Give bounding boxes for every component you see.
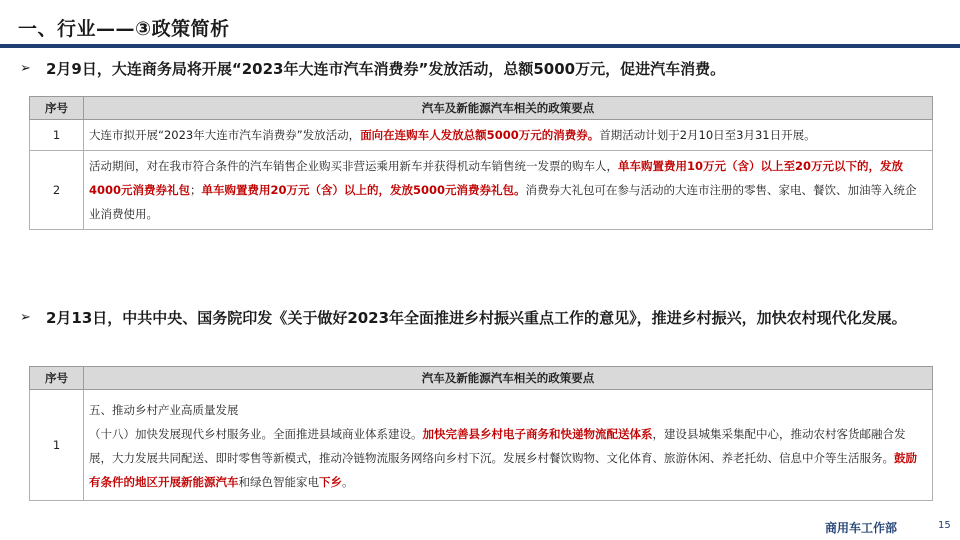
highlighted-text: 加快完善县乡村电子商务和快递物流配送体系 (422, 427, 653, 441)
plain-text: 大连市拟开展“2023年大连市汽车消费券”发放活动， (89, 128, 361, 142)
table-header-row (30, 97, 933, 120)
table-row (30, 120, 933, 151)
highlighted-text: 单车购置费用20万元（含）以上的，发放5000元消费券礼包。 (201, 183, 526, 197)
highlighted-text: 面向在连购车人发放总额5000万元的消费券。 (360, 128, 600, 142)
table-row (30, 151, 933, 230)
plain-text: 消费券大礼包可在参与活动的大连市注册的零售、家电、餐饮、加油等入统企业消费使用。 (89, 183, 917, 221)
row-index: 1 (30, 120, 84, 151)
page-title: 一、行业——③政策简析 (18, 18, 230, 40)
section2-heading-text: 2月13日，中共中央、国务院印发《关于做好2023年全面推进乡村振兴重点工作的意见》，推进乡村振兴，加快农村现代化发展。 (46, 309, 907, 327)
table-header-row (30, 367, 933, 390)
policy-table-1 (29, 96, 933, 230)
plain-text: （十八）加快发展现代乡村服务业。全面推进县域商业体系建设。 (89, 427, 423, 441)
section1-heading (20, 56, 930, 82)
plain-text: ，建设县城集采集配中心，推动农村客货邮融合发展，大力发展共同配送、即时零售等新模式，推动冷链物流服务网络向乡村下沉。发展乡村餐饮购物、文化体育、旅游休闲、养老托幼、信息中介等生活服务。 (89, 427, 906, 465)
page-number: 15 (938, 520, 951, 531)
highlighted-text: 鼓励有条件的地区开展新能源汽车 (89, 451, 917, 489)
arrow-bullet-icon: ➢ (20, 61, 31, 76)
highlighted-text: 单车购置费用10万元（含）以上至20万元以下的，发放4000元消费券礼包 (89, 159, 904, 197)
row-index: 1 (30, 390, 84, 501)
plain-text: 。 (342, 475, 354, 489)
column-header-index: 序号 (30, 367, 84, 390)
footer-department: 商用车工作部 (825, 521, 898, 535)
title-underline (0, 44, 960, 48)
highlighted-text: 下乡 (319, 475, 342, 489)
section2-heading (20, 305, 930, 331)
column-header-index: 序号 (30, 97, 84, 120)
subsection-heading: 五、推动乡村产业高质量发展 (89, 403, 239, 417)
policy-table-2 (29, 366, 933, 501)
plain-text: ； (190, 183, 202, 197)
row-content (84, 151, 933, 230)
plain-text: 活动期间，对在我市符合条件的汽车销售企业购买非营运乘用新车并获得机动车销售统一发票的购车人， (89, 159, 618, 173)
plain-text: 首期活动计划于2月10日至3月31日开展。 (599, 128, 816, 142)
row-index: 2 (30, 151, 84, 230)
plain-text: 和绿色智能家电 (238, 475, 319, 489)
table-row (30, 390, 933, 501)
section1-heading-text: 2月9日，大连商务局将开展“2023年大连市汽车消费券”发放活动，总额5000万元，促进汽车消费。 (46, 60, 726, 78)
arrow-bullet-icon: ➢ (20, 310, 31, 325)
row-content (84, 120, 933, 151)
column-header-content: 汽车及新能源汽车相关的政策要点 (84, 97, 933, 120)
row-paragraph (89, 422, 927, 494)
row-content (84, 390, 933, 501)
column-header-content: 汽车及新能源汽车相关的政策要点 (84, 367, 933, 390)
